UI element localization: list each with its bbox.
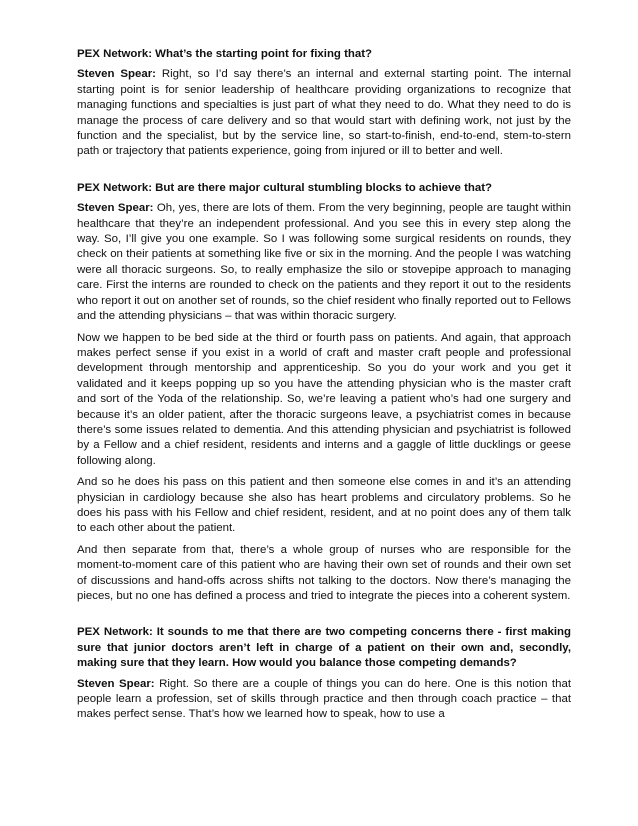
answer-paragraph: And so he does his pass on this patient and then someone else comes in and it’s an attending physician in cardiology because she also has heart problems and circulatory problems. So he does his pass with his Fellow and chief resident, resident, and at no point does any of them talk to each other about the patient. (77, 476, 571, 535)
answer-text: Oh, yes, there are lots of them. From the very beginning, people are taught within healthcare that they’re an independent professional. And you see this in every step along the way. So, I’ll give you one example. So I was following some surgical residents on rounds, they check on their patients at something like five or six in the morning. And the people I was watching were all thoracic surgeons. So, to really emphasize the silo or stovepipe approach to managing care. First the interns are rounded to check on the patients and they report it out to the residents who report it out on another set of rounds, so the chief resident who finally reported out to Fellows and the attending physicians – that was within thoracic surgery. (77, 202, 571, 323)
answer-text: Right, so I’d say there’s an internal and external starting point. The internal starting point is for senior leadership of healthcare providing organizations to recognize that managing functions and specialties is just part of what they need to do. What they need to do is manage the process of care delivery and so that would start with defining work, not just by the function and the specialist, but by the service line, so start-to-finish, end-to-end, stem-to-stern path or trajectory that patients experience, going from injured or ill to better and well. (77, 68, 571, 158)
answer-paragraph: Now we happen to be bed side at the third or fourth pass on patients. And again, that approach makes perfect sense if you exist in a world of craft and master craft people and professional development through mentorship and apprenticeship. So you do your work and you get it validated and it keeps popping up so you have the attending physician who is the master craft and sort of the Yoda of the relationship. So, we’re leaving a patient who’s had one surgery and because it’s an older patient, after the thoracic surgeons leave, a psychiatrist comes in because there’s some issues related to dementia. And this attending physician and psychiatrist is followed by a Fellow and a chief resident, residents and interns and a gaggle of little ducklings or geese following along. (77, 331, 571, 467)
answer-text: Right. So there are a couple of things you can do here. One is this notion that people learn a profession, set of skills through practice and then through coach practice – that makes perfect sense. That’s how we learned how to speak, how to use a (77, 677, 571, 721)
interview-question: PEX Network: But are there major cultural stumbling blocks to achieve that? (77, 181, 493, 194)
answer-paragraph (77, 201, 571, 324)
answer-paragraph (77, 677, 571, 723)
interview-question: PEX Network: It sounds to me that there are two competing concerns there - first making sure that junior doctors aren’t left in charge of a patient on their own and, secondly, making sure that they learn. How would you balance those competing demands? (77, 626, 571, 670)
answer-paragraph (77, 67, 571, 159)
speaker-label: Steven Spear: (77, 68, 156, 81)
interview-question: PEX Network: What’s the starting point for fixing that? (77, 48, 373, 60)
speaker-label: Steven Spear: (77, 677, 155, 690)
speaker-label: Steven Spear: (77, 202, 154, 215)
answer-paragraph: And then separate from that, there’s a whole group of nurses who are responsible for the moment-to-moment care of this patient who are having their own set of rounds and their own set of discussions and hand-offs across shifts not talking to the doctors. Now there’s managing the pieces, but no one has defined a process and tried to integrate the pieces into a coherent system. (77, 543, 571, 602)
